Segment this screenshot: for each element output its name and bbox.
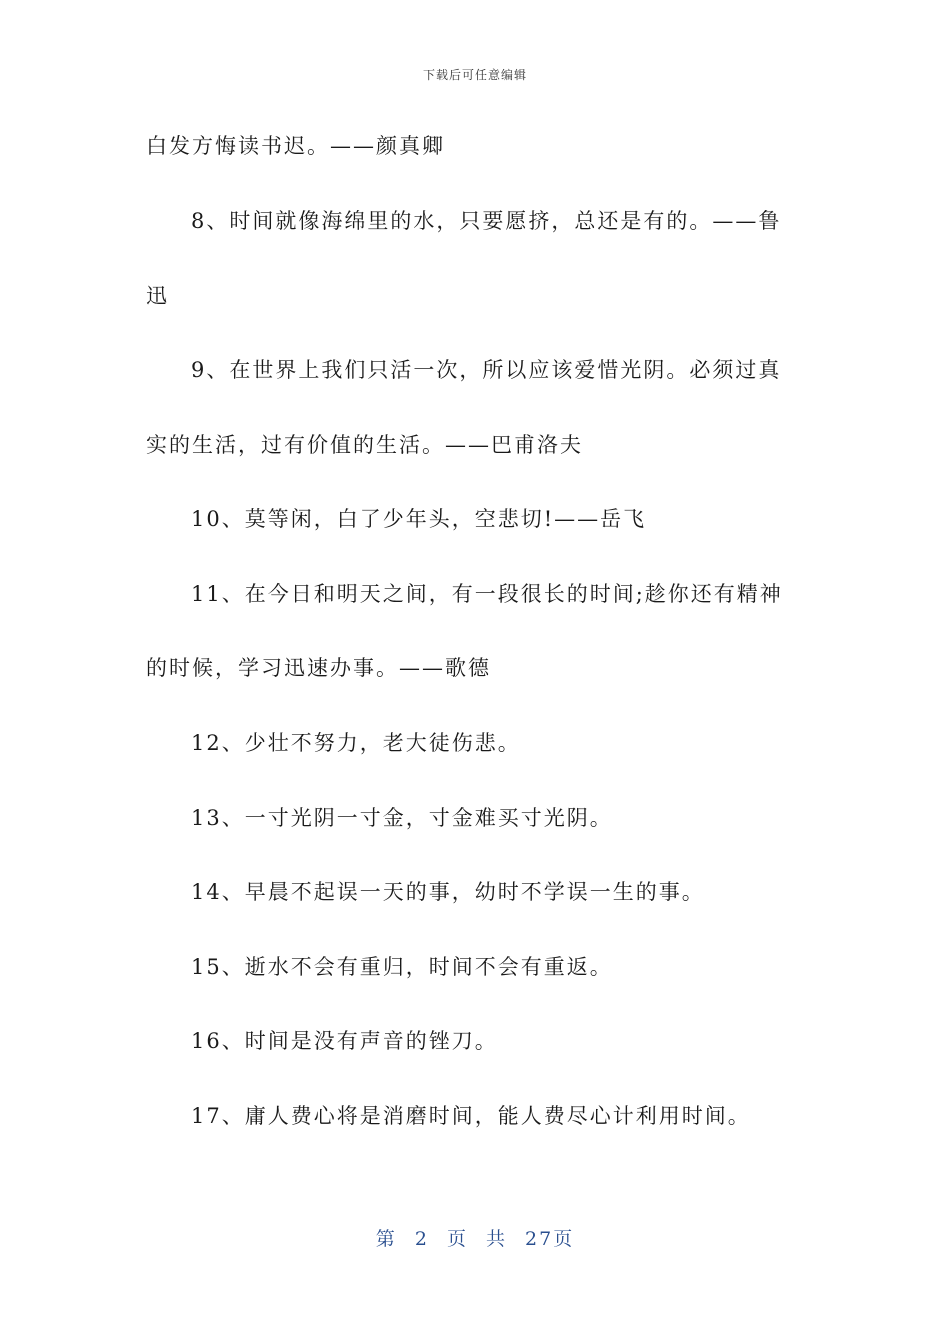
text-line: 16、时间是没有声音的锉刀。	[191, 1029, 498, 1053]
text-line: 17、庸人费心将是消磨时间，能人费尽心计利用时间。	[191, 1104, 751, 1128]
page-header: 下载后可任意编辑	[422, 68, 527, 82]
page-number: 第 2 页 共 27页	[375, 1228, 575, 1250]
text-line: 15、逝水不会有重归，时间不会有重返。	[191, 955, 613, 979]
text-line: 的时候，学习迅速办事。——歌德	[146, 656, 491, 680]
text-line: 11、在今日和明天之间，有一段很长的时间;趁你还有精神	[191, 582, 783, 606]
text-line: 9、在世界上我们只活一次，所以应该爱惜光阴。必须过真	[191, 358, 782, 382]
text-line: 14、早晨不起误一天的事，幼时不学误一生的事。	[191, 880, 705, 904]
text-line: 白发方悔读书迟。——颜真卿	[146, 134, 445, 158]
text-line: 实的生活，过有价值的生活。——巴甫洛夫	[146, 433, 583, 457]
text-line: 迅	[146, 284, 169, 308]
text-line: 12、少壮不努力，老大徒伤悲。	[191, 731, 521, 755]
text-line: 10、莫等闲，白了少年头，空悲切!——岳飞	[191, 507, 647, 531]
text-line: 8、时间就像海绵里的水，只要愿挤，总还是有的。——鲁	[191, 209, 782, 233]
text-line: 13、一寸光阴一寸金，寸金难买寸光阴。	[191, 806, 613, 830]
